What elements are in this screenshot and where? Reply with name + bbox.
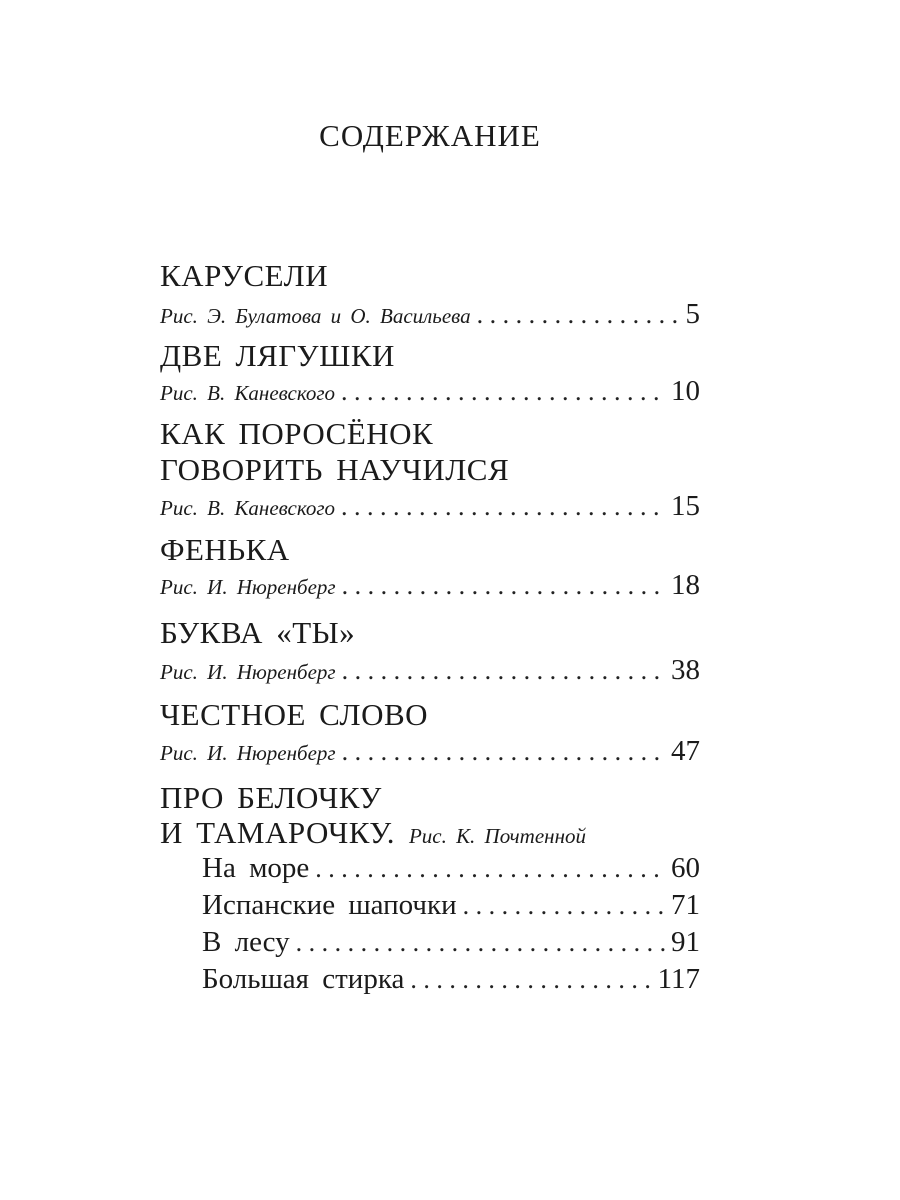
illustrator-credit: Рис. В. Каневского <box>160 496 336 520</box>
illustrator-credit: Рис. И. Нюренберг <box>160 575 336 599</box>
page-number: 91 <box>671 926 700 958</box>
toc-credit-row <box>160 569 700 602</box>
toc-subitem <box>160 852 700 885</box>
page-number: 60 <box>671 852 700 884</box>
toc-heading: ФЕНЬКА <box>160 532 290 567</box>
illustrator-credit: Рис. Э. Булатова и О. Васильева <box>160 304 471 328</box>
toc-heading: ДВЕ ЛЯГУШКИ <box>160 338 395 373</box>
dot-leader <box>410 965 651 995</box>
toc-heading: КАК ПОРОСЁНОК <box>160 416 434 451</box>
illustrator-credit: Рис. И. Нюренберг <box>160 660 336 684</box>
toc-credit-row <box>160 298 700 331</box>
subitem-title: Большая стирка <box>202 963 405 995</box>
toc-subitem <box>160 963 700 996</box>
page-number: 10 <box>671 375 700 407</box>
page-number: 117 <box>657 963 700 995</box>
toc-credit-row <box>160 735 700 768</box>
page-number: 38 <box>671 654 700 686</box>
subitem-title: На море <box>202 852 310 884</box>
dot-leader <box>342 737 665 767</box>
toc-credit-row <box>160 375 700 408</box>
dot-leader <box>315 854 665 884</box>
toc-heading: ЧЕСТНОЕ СЛОВО <box>160 697 429 732</box>
dot-leader <box>296 928 665 958</box>
toc-heading: ПРО БЕЛОЧКУ <box>160 780 382 815</box>
subitem-title: Испанские шапочки <box>202 889 457 921</box>
toc-heading: БУКВА «ТЫ» <box>160 615 356 650</box>
toc-heading: КАРУСЕЛИ <box>160 258 329 293</box>
toc-credit-row <box>160 490 700 523</box>
illustrator-credit: Рис. И. Нюренберг <box>160 741 336 765</box>
toc-credit-row <box>160 654 700 687</box>
dot-leader <box>342 656 665 686</box>
toc-heading-text: И ТАМАРОЧКУ. <box>160 815 395 850</box>
page-number: 47 <box>671 735 700 767</box>
page-number: 5 <box>685 298 700 330</box>
illustrator-credit: Рис. К. Почтенной <box>408 824 587 848</box>
toc-subitem <box>160 926 700 959</box>
toc-heading-continued <box>160 815 700 851</box>
illustrator-credit: Рис. В. Каневского <box>160 381 336 405</box>
page-number: 71 <box>671 889 700 921</box>
dot-leader <box>463 891 665 921</box>
subitem-title: В лесу <box>202 926 290 958</box>
page-number: 15 <box>671 490 700 522</box>
dot-leader <box>477 300 680 330</box>
dot-leader <box>341 377 665 407</box>
page-title: СОДЕРЖАНИЕ <box>319 118 541 153</box>
toc-heading-continued: ГОВОРИТЬ НАУЧИЛСЯ <box>160 452 510 487</box>
dot-leader <box>342 571 665 601</box>
toc-subitem <box>160 889 700 922</box>
dot-leader <box>341 492 665 522</box>
page-number: 18 <box>671 569 700 601</box>
